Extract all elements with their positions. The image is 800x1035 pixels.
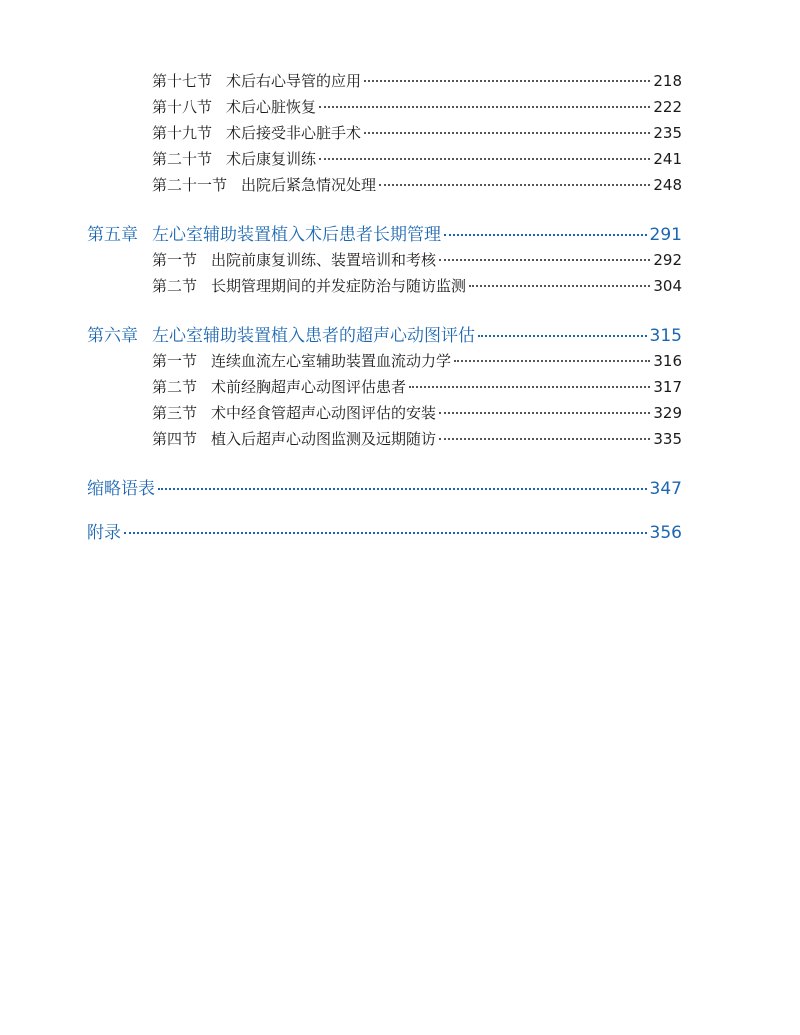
toc-entry-number: 第二节 <box>152 277 198 295</box>
toc-chapter <box>87 321 682 346</box>
toc-entry-title: 植入后超声心动图监测及远期随访 <box>211 430 437 448</box>
toc-entry-number: 第二十节 <box>152 150 213 168</box>
toc-entry-label <box>152 122 361 143</box>
toc-entry-number: 第十八节 <box>152 98 213 116</box>
toc-entry-title: 术后接受非心脏手术 <box>226 124 362 142</box>
toc-entry-label <box>152 402 436 423</box>
toc-entry <box>152 96 682 117</box>
toc-entry <box>152 275 682 296</box>
toc-entry-title: 连续血流左心室辅助装置血流动力学 <box>211 352 452 370</box>
toc-entry-number: 第三节 <box>152 404 198 422</box>
toc-entry-title: 术中经食管超声心动图评估的安装 <box>211 404 437 422</box>
toc-entry-number: 第二十一节 <box>152 176 228 194</box>
toc-entry-page: 329 <box>653 404 682 422</box>
toc-chapter-page: 347 <box>649 479 682 499</box>
dot-leader <box>364 132 650 134</box>
dot-leader <box>444 234 647 236</box>
toc-entry-label <box>152 148 316 169</box>
toc-entry <box>152 70 682 91</box>
dot-leader <box>409 386 650 388</box>
toc-chapter-number: 第五章 <box>87 225 138 245</box>
toc-chapter-title: 附录 <box>87 523 121 543</box>
toc-entry-page: 222 <box>653 98 682 116</box>
toc-chapter-title: 左心室辅助装置植入术后患者长期管理 <box>152 225 441 245</box>
toc-entry-label <box>152 249 436 270</box>
toc-entry-title: 术后心脏恢复 <box>226 98 317 116</box>
toc-chapter-page: 291 <box>649 225 682 245</box>
toc-entry-label <box>152 376 406 397</box>
toc-entry-page: 304 <box>653 277 682 295</box>
toc-chapter <box>87 220 682 245</box>
toc-entry <box>152 122 682 143</box>
dot-leader <box>469 285 650 287</box>
toc-entry-title: 出院前康复训练、装置培训和考核 <box>211 251 437 269</box>
toc-entry-number: 第十七节 <box>152 72 213 90</box>
toc-entry-page: 218 <box>653 72 682 90</box>
toc-entry <box>152 376 682 397</box>
dot-leader <box>379 184 650 186</box>
toc-entry <box>152 174 682 195</box>
toc-entry <box>152 428 682 449</box>
toc-chapter-number: 第六章 <box>87 326 138 346</box>
toc-chapter-page: 315 <box>649 326 682 346</box>
dot-leader <box>454 360 650 362</box>
toc-entry-title: 出院后紧急情况处理 <box>241 176 377 194</box>
toc-entry-label <box>152 96 316 117</box>
toc-entry-label <box>152 275 466 296</box>
toc-chapter-title: 左心室辅助装置植入患者的超声心动图评估 <box>152 326 475 346</box>
dot-leader <box>439 438 650 440</box>
dot-leader <box>124 532 647 534</box>
toc-entry-label <box>152 174 376 195</box>
toc-chapter-label <box>87 474 155 499</box>
toc-entry <box>152 148 682 169</box>
dot-leader <box>478 335 647 337</box>
toc-entry-title: 术前经胸超声心动图评估患者 <box>211 378 407 396</box>
toc-appendix <box>87 518 682 543</box>
toc-entry-page: 248 <box>653 176 682 194</box>
toc-entry-number: 第二节 <box>152 378 198 396</box>
dot-leader <box>439 412 650 414</box>
toc-chapter-label <box>87 220 441 245</box>
toc-appendix-abbreviations <box>87 474 682 499</box>
toc-entry-page: 317 <box>653 378 682 396</box>
toc-chapter-page: 356 <box>649 523 682 543</box>
toc-entry <box>152 249 682 270</box>
dot-leader <box>364 80 650 82</box>
toc-entry-title: 术后康复训练 <box>226 150 317 168</box>
dot-leader <box>319 158 650 160</box>
toc-entry-number: 第一节 <box>152 352 198 370</box>
toc-entry-page: 335 <box>653 430 682 448</box>
toc-entry-title: 术后右心导管的应用 <box>226 72 362 90</box>
dot-leader <box>158 488 647 490</box>
toc-entry-number: 第一节 <box>152 251 198 269</box>
toc-entry-title: 长期管理期间的并发症防治与随访监测 <box>211 277 467 295</box>
toc-chapter-title: 缩略语表 <box>87 479 155 499</box>
toc-entry-page: 316 <box>653 352 682 370</box>
toc-chapter-label <box>87 518 121 543</box>
toc-entry <box>152 350 682 371</box>
toc-entry-number: 第四节 <box>152 430 198 448</box>
toc-entry-page: 241 <box>653 150 682 168</box>
dot-leader <box>319 106 650 108</box>
toc-chapter-label <box>87 321 475 346</box>
toc-entry-number: 第十九节 <box>152 124 213 142</box>
toc-entry-page: 292 <box>653 251 682 269</box>
dot-leader <box>439 259 650 261</box>
toc-entry-label <box>152 70 361 91</box>
toc-entry-label <box>152 428 436 449</box>
toc-entry <box>152 402 682 423</box>
toc-entry-page: 235 <box>653 124 682 142</box>
toc-entry-label <box>152 350 451 371</box>
